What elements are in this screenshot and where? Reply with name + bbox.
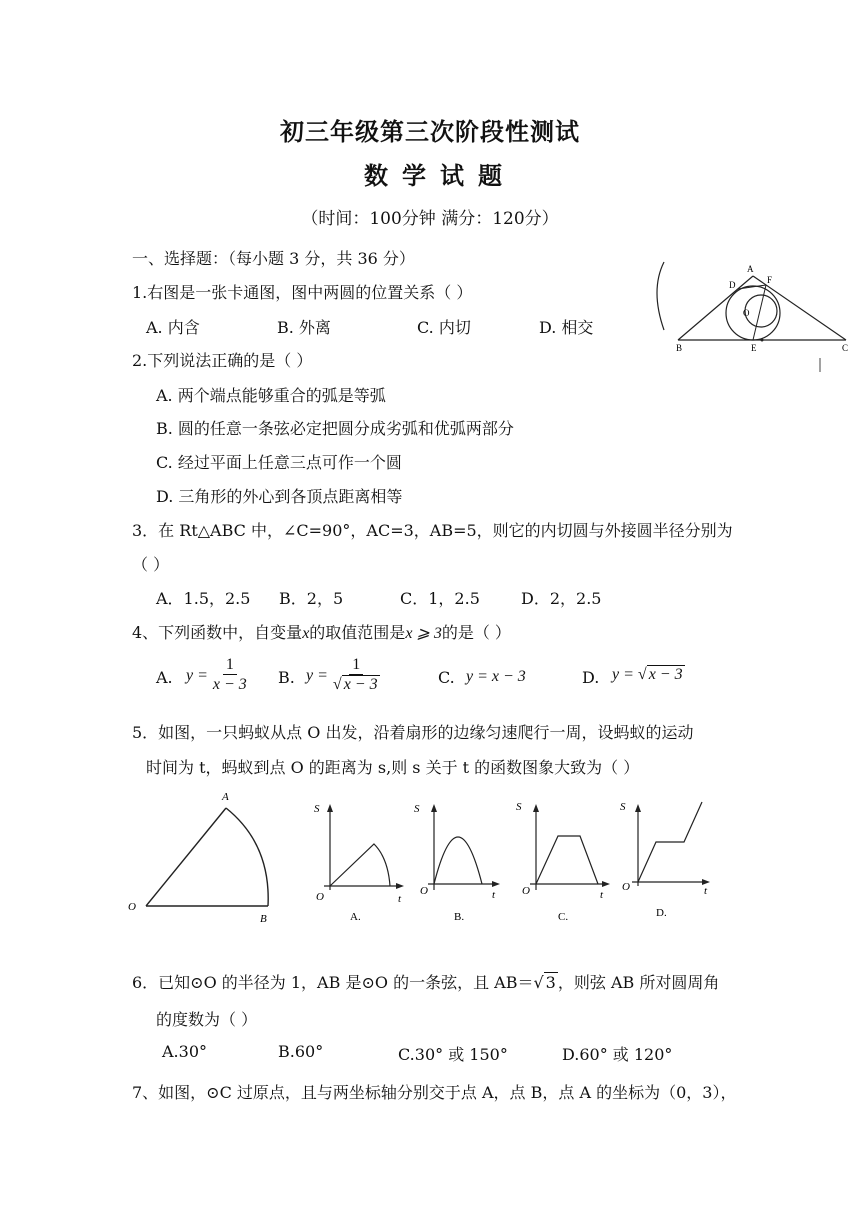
q5-graph-b xyxy=(414,796,514,926)
graph-b-t-arrow xyxy=(492,881,500,887)
q2-stem: 2.下列说法正确的是（ ） xyxy=(132,351,313,370)
graph-c-caption: C. xyxy=(558,911,569,923)
q2-option-c: C. 经过平面上任意三点可作一个圆 xyxy=(156,453,402,472)
q1-stem: 1.右图是一张卡通图，图中两圆的位置关系（ ） xyxy=(132,283,473,302)
graph-a-s-label: S xyxy=(314,803,320,815)
graph-b-caption: B. xyxy=(454,911,465,923)
fig-label-b: B xyxy=(676,343,683,353)
cartoon-left-arc xyxy=(657,262,664,330)
graph-c-curve xyxy=(536,836,598,884)
q4-option-b-expr xyxy=(306,656,385,695)
q5-stem-line2: 时间为 t，蚂蚁到点 O 的距离为 s,则 s 关于 t 的函数图象大致为（ ） xyxy=(146,758,640,777)
fig-label-c: C xyxy=(842,343,849,353)
sector-label-a: A xyxy=(222,791,229,803)
graph-d-s-arrow xyxy=(635,804,641,812)
graph-a-s-arrow xyxy=(327,804,333,812)
graph-d-caption: D. xyxy=(656,907,667,919)
q4-option-c-expr: y = x − 3 xyxy=(466,668,526,685)
q2-option-b: B. 圆的任意一条弦必定把圆分成劣弧和优弧两部分 xyxy=(156,419,514,438)
q6-option-a: A.30° xyxy=(162,1042,207,1061)
graph-b-t-label: t xyxy=(492,889,496,901)
q6-stem: 6．已知⊙O 的半径为 1，AB 是⊙O 的一条弦，且 AB＝√ 3 ，则弦 AB 所对圆周角 xyxy=(132,973,720,992)
q5-graph-d xyxy=(616,796,720,926)
q6-sqrt-value: 3 xyxy=(545,973,556,992)
q4-a-lhs: y = xyxy=(186,666,208,684)
q4-condition: x ⩾ 3 xyxy=(405,625,442,642)
graph-c-s-label: S xyxy=(516,801,522,813)
q6-option-d: D.60° 或 120° xyxy=(562,1045,673,1064)
sector-label-o: O xyxy=(128,901,136,913)
q4-option-d-expr: y = √ x − 3 xyxy=(612,666,683,683)
cartoon-big-circle xyxy=(726,286,780,340)
graph-b-s-arrow xyxy=(431,804,437,812)
graph-a-caption: A. xyxy=(350,911,361,923)
q1-option-a: A. 内含 xyxy=(146,318,200,337)
q4-a-denominator: x − 3 xyxy=(212,676,247,693)
graph-c-s-arrow xyxy=(533,804,539,812)
q5-graph-c xyxy=(514,796,614,926)
q1-option-d: D. 相交 xyxy=(539,318,594,337)
q6-stem-line2: 的度数为（ ） xyxy=(156,1010,258,1029)
q4-b-lhs: y = xyxy=(306,666,328,684)
fig-label-f: F xyxy=(767,275,773,285)
q3-option-b: B．2，5 xyxy=(279,589,344,608)
q4-d-lhs: y = xyxy=(612,666,634,683)
q4-b-radicand: x − 3 xyxy=(343,676,378,693)
q2-option-a: A. 两个端点能够重合的弧是等弧 xyxy=(156,386,386,405)
q4-b-fraction xyxy=(330,656,383,695)
graph-a-t-arrow xyxy=(396,883,404,889)
q6-stem-post: ，则弦 AB 所对圆周角 xyxy=(557,973,720,992)
q5-stem-line1: 5．如图，一只蚂蚁从点 O 出发，沿着扇形的边缘匀速爬行一周，设蚂蚁的运动 xyxy=(132,723,694,742)
q4-a-numerator: 1 xyxy=(223,656,237,675)
q3-option-d: D．2，2.5 xyxy=(521,589,602,608)
q4-stem-post: 的是（ ） xyxy=(441,623,511,642)
cartoon-segment-ef xyxy=(753,285,766,340)
q5-sector-figure xyxy=(126,784,286,924)
q4-option-c-label: C. xyxy=(438,668,455,687)
q3-option-c: C．1，2.5 xyxy=(400,589,480,608)
fig-label-e: E xyxy=(751,343,757,353)
q5-graph-a xyxy=(310,796,410,926)
fig-label-a: A xyxy=(747,264,754,274)
q6-option-c: C.30° 或 150° xyxy=(398,1045,508,1064)
q4-d-radicand: x − 3 xyxy=(648,666,683,683)
q4-option-b-label: B. xyxy=(278,668,295,687)
graph-d-t-label: t xyxy=(704,885,708,897)
q6-stem-pre: 6．已知⊙O 的半径为 1，AB 是⊙O 的一条弦，且 AB＝ xyxy=(132,973,534,992)
graph-c-t-label: t xyxy=(600,889,604,901)
q4-var: x xyxy=(302,625,310,642)
graph-d-curve xyxy=(638,802,702,882)
q4-b-numerator: 1 xyxy=(349,656,363,675)
q4-option-a-label: A. xyxy=(156,668,173,687)
fig-label-d: D xyxy=(729,280,736,290)
q1-cartoon-figure xyxy=(650,240,855,372)
exam-subtitle: 数学试题 xyxy=(364,161,516,190)
q4-stem-mid: 的取值范围是 xyxy=(309,623,406,642)
graph-a-curve xyxy=(330,844,390,886)
graph-a-t-label: t xyxy=(398,893,402,905)
q4-option-d-label: D. xyxy=(582,668,600,687)
sector-label-b: B xyxy=(260,913,267,924)
graph-d-o-label: O xyxy=(622,881,630,893)
q4-stem xyxy=(132,620,511,643)
q1-option-c: C. 内切 xyxy=(417,318,471,337)
graph-b-o-label: O xyxy=(420,885,428,897)
cartoon-side-ab xyxy=(678,276,753,340)
graph-b-curve xyxy=(434,837,482,884)
q6-option-b: B.60° xyxy=(278,1042,324,1061)
q2-option-d: D. 三角形的外心到各顶点距离相等 xyxy=(156,487,403,506)
q1-option-b: B. 外离 xyxy=(277,318,331,337)
exam-info: （时间：100分钟 满分：120分） xyxy=(301,209,559,229)
graph-c-t-arrow xyxy=(602,881,610,887)
q3-option-a: A．1.5，2.5 xyxy=(156,589,251,608)
cartoon-side-ac xyxy=(753,276,846,340)
fig-label-o: O xyxy=(743,308,750,318)
q7-stem: 7、如图，⊙C 过原点，且与两坐标轴分别交于点 A，点 B，点 A 的坐标为（0，3）， xyxy=(132,1083,737,1102)
section-heading: 一、选择题：（每小题 3 分，共 36 分） xyxy=(132,249,415,268)
cartoon-small-circle xyxy=(745,295,777,327)
graph-a-o-label: O xyxy=(316,891,324,903)
q4-b-denominator: √ x − 3 xyxy=(332,676,378,693)
sector-arc-ab xyxy=(226,808,268,906)
graph-b-s-label: S xyxy=(414,803,420,815)
q4-a-fraction xyxy=(210,656,250,695)
q3-stem-line2: （ ） xyxy=(132,555,170,574)
cartoon-point-e xyxy=(761,339,764,342)
exam-title: 初三年级第三次阶段性测试 xyxy=(280,117,580,146)
q3-stem-line1: 3．在 Rt△ABC 中，∠C=90°，AC=3，AB=5，则它的内切圆与外接圆半径分别为 xyxy=(132,521,733,540)
q4-option-a-expr xyxy=(186,656,252,695)
graph-d-s-label: S xyxy=(620,801,626,813)
q4-stem-pre: 4、下列函数中，自变量 xyxy=(132,623,303,642)
sector-radius-oa xyxy=(146,808,226,906)
graph-c-o-label: O xyxy=(522,885,530,897)
